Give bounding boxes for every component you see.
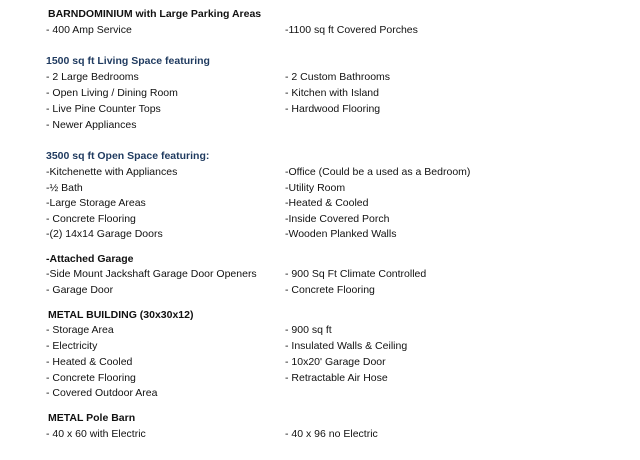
list-item: - Retractable Air Hose bbox=[285, 372, 388, 384]
list-item: - Storage Area bbox=[46, 324, 114, 336]
list-item: - Electricity bbox=[46, 340, 98, 352]
section-heading-metal-building: METAL BUILDING (30x30x12) bbox=[48, 309, 194, 321]
list-item: - Garage Door bbox=[46, 284, 114, 296]
list-item: - 2 Large Bedrooms bbox=[46, 71, 139, 83]
list-item: -Kitchenette with Appliances bbox=[46, 166, 178, 178]
list-item: - Newer Appliances bbox=[46, 119, 137, 131]
list-item: - 900 sq ft bbox=[285, 324, 332, 336]
list-item: - Live Pine Counter Tops bbox=[46, 103, 161, 115]
list-item: -Inside Covered Porch bbox=[285, 213, 390, 225]
list-item: - Concrete Flooring bbox=[285, 284, 375, 296]
list-item: - 10x20' Garage Door bbox=[285, 356, 386, 368]
list-item: - Hardwood Flooring bbox=[285, 103, 381, 115]
list-item: -1100 sq ft Covered Porches bbox=[285, 24, 418, 36]
list-item: - Covered Outdoor Area bbox=[46, 387, 158, 399]
list-item: - 2 Custom Bathrooms bbox=[285, 71, 391, 83]
list-item: - Heated & Cooled bbox=[46, 356, 133, 368]
list-item: -Office (Could be a used as a Bedroom) bbox=[285, 166, 471, 178]
list-item: - 900 Sq Ft Climate Controlled bbox=[285, 268, 427, 280]
list-item: - Kitchen with Island bbox=[285, 87, 379, 99]
list-item: -Utility Room bbox=[285, 182, 346, 194]
list-item: -½ Bath bbox=[46, 182, 83, 194]
list-item: -Side Mount Jackshaft Garage Door Openers bbox=[46, 268, 257, 280]
section-heading-pole-barn: METAL Pole Barn bbox=[48, 412, 136, 424]
section-heading-open-space: 3500 sq ft Open Space featuring: bbox=[46, 150, 210, 162]
section-heading-barndominium: BARNDOMINIUM with Large Parking Areas bbox=[48, 8, 262, 20]
list-item: - Open Living / Dining Room bbox=[46, 87, 178, 99]
list-item: - 40 x 96 no Electric bbox=[285, 428, 378, 440]
list-item: -Large Storage Areas bbox=[46, 197, 146, 209]
list-item: - Insulated Walls & Ceiling bbox=[285, 340, 408, 352]
list-item: - 40 x 60 with Electric bbox=[46, 428, 146, 440]
list-item: -(2) 14x14 Garage Doors bbox=[46, 228, 163, 240]
list-item: -Heated & Cooled bbox=[285, 197, 369, 209]
list-item: - Concrete Flooring bbox=[46, 372, 136, 384]
list-item: - 400 Amp Service bbox=[46, 24, 132, 36]
list-item: -Wooden Planked Walls bbox=[285, 228, 397, 240]
list-item: - Concrete Flooring bbox=[46, 213, 136, 225]
section-heading-living-space: 1500 sq ft Living Space featuring bbox=[46, 55, 210, 67]
section-heading-attached-garage: -Attached Garage bbox=[46, 253, 134, 265]
